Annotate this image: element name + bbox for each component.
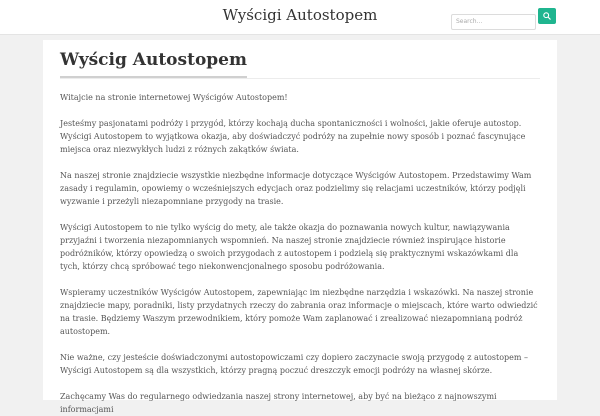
search-form bbox=[451, 8, 536, 30]
search-input[interactable] bbox=[451, 14, 536, 30]
site-title[interactable]: Wyścigi Autostopem bbox=[222, 6, 378, 24]
paragraph-support: Wspieramy uczestników Wyścigów Autostopem, zapewniając im niezbędne narzędzia i wskazówki. Na naszej stronie znajdziecie mapy, poradniki, listy przydatnych rzeczy do zabrania oraz informacje o miejscach, które warto odwiedzić na trasie. Będziemy Waszym przewodnikiem, który pomoże Wam zaplanować i zrealizować niezapomnianą podróż autostopem. bbox=[60, 288, 538, 336]
page-title: Wyścig Autostopem bbox=[60, 50, 247, 78]
paragraph-visit: Zachęcamy Was do regularnego odwiedzania naszej strony internetowej, aby być na bieżąco z najnowszymi informacjami bbox=[60, 392, 497, 414]
paragraph-everyone: Nie ważne, czy jesteście doświadczonymi autostopowiczami czy dopiero zaczynacie swoją przygodę z autostopem – Wyścigi Autostopem są dla wszystkich, którzy pragną poczuć dreszczyk emocji podróży na własnej skórze. bbox=[60, 353, 529, 375]
paragraph-about: Jesteśmy pasjonatami podróży i przygód, którzy kochają ducha spontaniczności i wolności, jakie oferuje autostop. Wyścigi Autostopem to wyjątkowa okazja, aby doświadczyć podróży na zupełnie nowy sposób i poznać fascynujące miejsca oraz niezwykłych ludzi z różnych zakątków świata. bbox=[60, 119, 526, 154]
site-header bbox=[0, 0, 600, 35]
search-icon bbox=[543, 12, 551, 20]
paragraph-info: Na naszej stronie znajdziecie wszystkie niezbędne informacje dotyczące Wyścigów Autostopem. Przedstawimy Wam zasady i regulamin, opowiemy o wcześniejszych edycjach oraz podzielimy się relacjami uczestników, którzy podjęli wyzwanie i przeżyli niezapomniane przygody na trasie. bbox=[60, 171, 532, 206]
search-button[interactable] bbox=[538, 8, 556, 24]
title-divider bbox=[60, 78, 540, 79]
paragraph-welcome: Witajcie na stronie internetowej Wyścigów Autostopem! bbox=[60, 93, 288, 102]
main-content bbox=[43, 40, 557, 414]
paragraph-culture: Wyścigi Autostopem to nie tylko wyścig do mety, ale także okazja do poznawania nowych kultur, nawiązywania przyjaźni i tworzenia niezapomnianych wspomnień. Na naszej stronie znajdziecie również inspirujące historie podróżników, którzy opowiedzą o swoich przygodach z autostopem i podzielą się praktycznymi wskazówkami dla tych, którzy chcą spróbować tego niekonwencjonalnego sposobu podróżowania. bbox=[60, 223, 519, 271]
